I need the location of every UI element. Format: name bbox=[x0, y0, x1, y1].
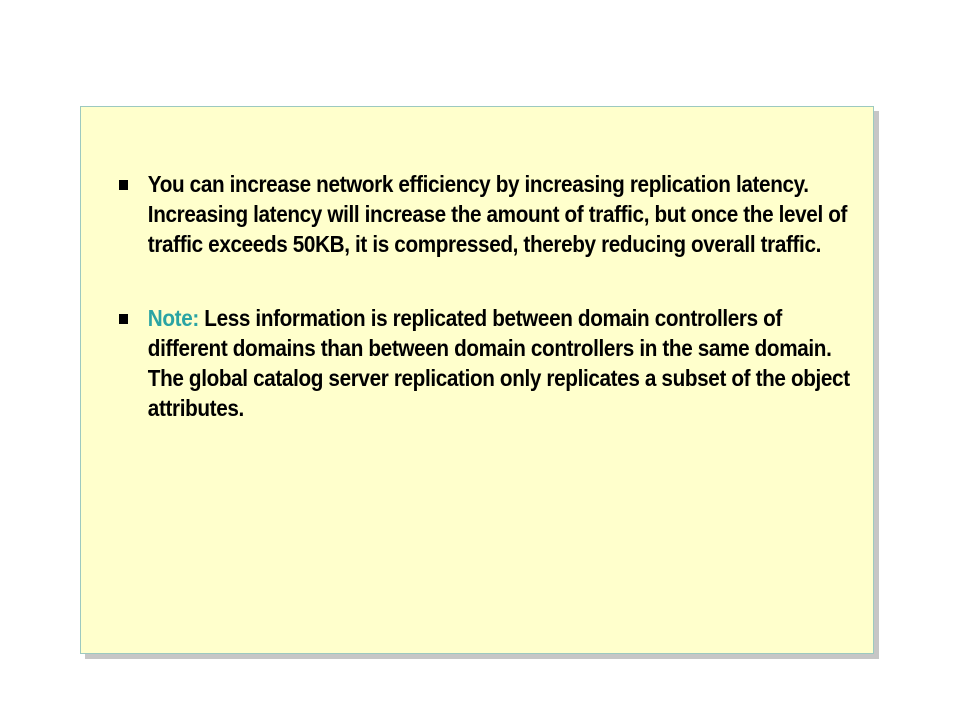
bullet-list bbox=[119, 169, 850, 467]
square-bullet-icon bbox=[119, 314, 128, 324]
note-box bbox=[80, 106, 874, 654]
square-bullet-icon bbox=[119, 180, 128, 190]
bullet-text: Less information is replicated between domain controllers of different domains than between domain controllers in the same domain. The global catalog server replication only replicates a subset of the object attributes. bbox=[147, 305, 850, 421]
bullet-text: You can increase network efficiency by increasing replication latency. Increasing latency will increase the amount of traffic, but once the level of traffic exceeds 50KB, it is compressed, thereby reducing overall traffic. bbox=[147, 171, 848, 257]
bullet-item-efficiency bbox=[119, 169, 859, 259]
note-label: Note: bbox=[147, 305, 199, 331]
bullet-item-note bbox=[119, 303, 859, 423]
